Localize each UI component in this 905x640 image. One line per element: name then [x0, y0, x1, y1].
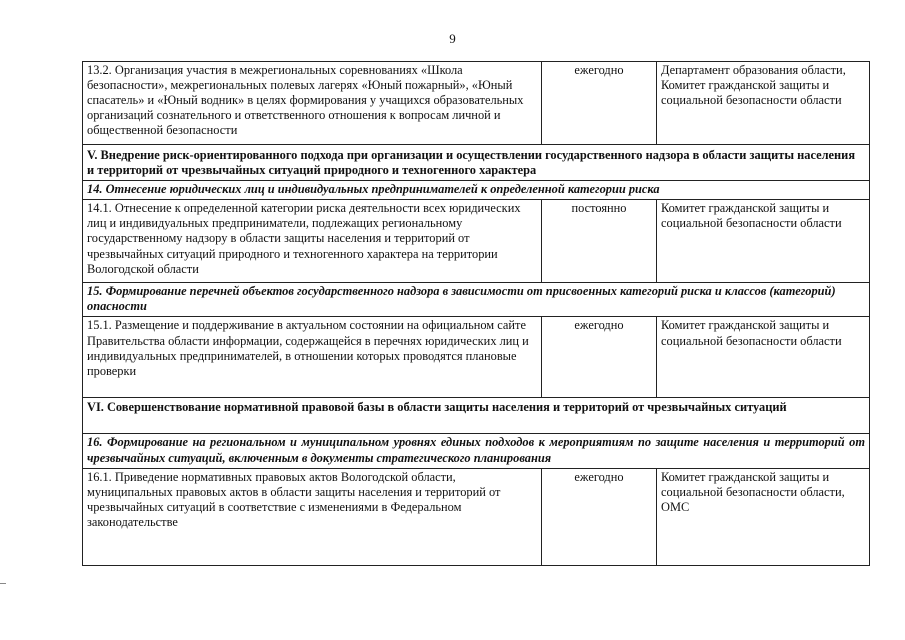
table-row	[83, 468, 870, 565]
table-row	[83, 62, 870, 145]
activity-cell: 16.1. Приведение нормативных правовых актов Вологодской области, муниципальных правовых актов в области защиты населения и территорий от чрезвычайных ситуаций в соответствие с изменениями в Федеральном законодательстве	[83, 468, 542, 565]
executor-cell: Комитет гражданской защиты и социальной безопасности области	[657, 317, 870, 398]
subsection-heading-row	[83, 434, 870, 468]
action-plan-table-container	[82, 61, 869, 566]
term-cell: постоянно	[542, 200, 657, 283]
activity-cell: 15.1. Размещение и поддерживание в актуальном состоянии на официальном сайте Правительства области информации, содержащейся в перечнях юридических лиц и индивидуальных предпринимателей, в отношении которых проводятся плановые проверки	[83, 317, 542, 398]
executor-cell: Департамент образования области, Комитет гражданской защиты и социальной безопасности области	[657, 62, 870, 145]
subsection-heading: 15. Формирование перечней объектов государственного надзора в зависимости от присвоенных категорий риска и классов (категорий) опасности	[83, 283, 870, 317]
section-heading: V. Внедрение риск-ориентированного подхода при организации и осуществлении государственного надзора в области защиты населения и территорий от чрезвычайных ситуаций природного и техногенного характера	[83, 145, 870, 181]
subsection-heading: 14. Отнесение юридических лиц и индивидуальных предпринимателей к определенной категории риска	[83, 181, 870, 200]
subsection-heading-row	[83, 181, 870, 200]
scan-edge-mark	[0, 583, 6, 584]
page-number: 9	[449, 31, 456, 46]
section-heading: VI. Совершенствование нормативной правовой базы в области защиты населения и территорий от чрезвычайных ситуаций	[83, 398, 870, 434]
term-cell: ежегодно	[542, 317, 657, 398]
action-plan-table	[82, 61, 870, 566]
section-heading-row	[83, 145, 870, 181]
table-row	[83, 200, 870, 283]
section-heading-row	[83, 398, 870, 434]
subsection-heading: 16. Формирование на региональном и муниципальном уровнях единых подходов к мероприятиям по защите населения и территорий от чрезвычайных ситуаций, включенным в документы стратегического планирования	[83, 434, 870, 468]
table-row	[83, 317, 870, 398]
term-cell: ежегодно	[542, 62, 657, 145]
term-cell: ежегодно	[542, 468, 657, 565]
activity-cell: 14.1. Отнесение к определенной категории риска деятельности всех юридических лиц и индивидуальных предприниматели, подлежащих региональному государственному надзору в области защиты населения и территорий от чрезвычайных ситуаций природного и техногенного характера на территории Вологодской области	[83, 200, 542, 283]
executor-cell: Комитет гражданской защиты и социальной безопасности области	[657, 200, 870, 283]
activity-cell: 13.2. Организация участия в межрегиональных соревнованиях «Школа безопасности», межрегиональных полевых лагерях «Юный пожарный», «Юный спасатель» и «Юный водник» в целях формирования у учащихся образовательных организаций сознательного и ответственного отношения к вопросам личной и общественной безопасности	[83, 62, 542, 145]
executor-cell: Комитет гражданской защиты и социальной безопасности области, ОМС	[657, 468, 870, 565]
subsection-heading-row	[83, 283, 870, 317]
